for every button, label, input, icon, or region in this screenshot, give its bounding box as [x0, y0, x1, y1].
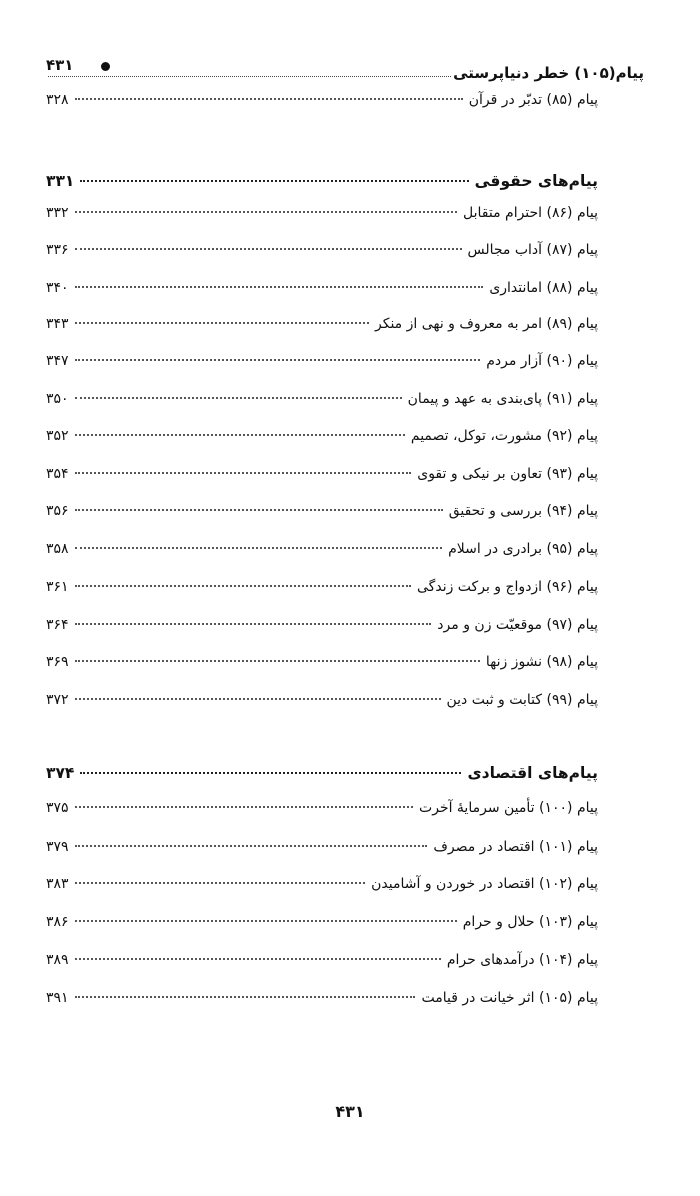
dot-leader [75, 585, 411, 587]
toc-page-number: ۳۸۶ [46, 914, 69, 930]
bullet-icon [101, 62, 110, 71]
dot-leader [75, 248, 462, 250]
toc-entry [46, 205, 598, 235]
toc-page-number: ۳۸۳ [46, 876, 69, 892]
toc-page-number: ۳۷۵ [46, 800, 69, 816]
dot-leader [80, 180, 468, 182]
dot-leader [75, 806, 413, 808]
dot-leader [80, 772, 461, 774]
toc-entry [46, 541, 598, 571]
toc-entry [46, 692, 598, 722]
dot-leader [75, 920, 457, 922]
toc-entry [46, 466, 598, 496]
dot-leader [75, 845, 428, 847]
toc-page-number: ۳۵۸ [46, 541, 69, 557]
toc-page-number: ۳۷۴ [46, 764, 75, 782]
toc-entry [46, 503, 598, 533]
toc-entry [46, 839, 598, 869]
toc-entry-title: پیام (۱۰۴) درآمدهای حرام [446, 952, 598, 968]
dot-leader [75, 996, 416, 998]
toc-entry [46, 280, 598, 310]
toc-entry-title: پیام (۱۰۱) اقتصاد در مصرف [433, 839, 598, 855]
toc-entry [46, 654, 598, 684]
toc-entry [46, 242, 598, 272]
running-header [46, 56, 644, 82]
dot-leader [75, 623, 432, 625]
toc-page-number: ۳۵۴ [46, 466, 69, 482]
toc-entry [46, 92, 598, 122]
toc-entry-title: پیام (۹۳) تعاون بر نیکی و تقوی [417, 466, 598, 482]
dot-leader [75, 211, 457, 213]
dot-leader [75, 958, 441, 960]
toc-page-number: ۳۴۰ [46, 280, 69, 296]
toc-entry-title: پیام (۸۷) آداب مجالس [467, 242, 598, 258]
toc-entry-title: پیام (۹۹) کتابت و ثبت دین [446, 692, 598, 708]
toc-page-number: ۳۵۲ [46, 428, 69, 444]
toc-page-number: ۳۳۱ [46, 172, 75, 190]
dot-leader [75, 509, 443, 511]
toc-entry [46, 391, 598, 421]
toc-page-number: ۳۷۲ [46, 692, 69, 708]
toc-entry-title: پیام‌های اقتصادی [467, 764, 598, 782]
toc-entry-title: پیام (۹۴) بررسی و تحقیق [448, 503, 598, 519]
header-dot-leader [48, 75, 451, 77]
toc-page-number: ۳۴۳ [46, 316, 69, 332]
toc-entry-title: پیام (۸۵) تدبّر در قرآن [468, 92, 598, 108]
toc-page-number: ۳۵۶ [46, 503, 69, 519]
toc-entry-title: پیام (۸۸) امانتداری [489, 280, 598, 296]
dot-leader [75, 359, 481, 361]
toc-entry [46, 428, 598, 458]
toc-entry-title: پیام (۱۰۲) اقتصاد در خوردن و آشامیدن [371, 876, 598, 892]
dot-leader [75, 98, 463, 100]
toc-entry-title: پیام (۱۰۰) تأمین سرمایهٔ آخرت [419, 800, 598, 816]
footer-page-number: ۴۳۱ [335, 1102, 365, 1121]
toc-entry-title: پیام (۹۲) مشورت، توکل، تصمیم [410, 428, 598, 444]
toc-entry-title: پیام (۱۰۵) اثر خیانت در قیامت [421, 990, 598, 1006]
toc-entry-title: پیام (۹۵) برادری در اسلام [448, 541, 598, 557]
toc-entry [46, 952, 598, 982]
toc-entry-title: پیام (۹۸) نشوز زنها [485, 654, 598, 670]
dot-leader [75, 322, 369, 324]
header-page-number: ۴۳۱ [46, 56, 74, 74]
dot-leader [75, 434, 405, 436]
header-title: پیام(۱۰۵) خطر دنیاپرستی [453, 64, 644, 82]
toc-entry [46, 990, 598, 1020]
toc-page-number: ۳۶۱ [46, 579, 69, 595]
toc-page-number: ۳۶۴ [46, 617, 69, 633]
toc-entry [46, 316, 598, 346]
dot-leader [75, 698, 441, 700]
toc-section-heading [46, 764, 598, 794]
toc-entry-title: پیام (۹۱) پای‌بندی به عهد و پیمان [407, 391, 598, 407]
toc-page-number: ۳۴۷ [46, 353, 69, 369]
toc-entry [46, 914, 598, 944]
toc-entry [46, 353, 598, 383]
toc-entry [46, 617, 598, 647]
toc-entry-title: پیام (۹۰) آزار مردم [486, 353, 598, 369]
toc-entry-title: پیام (۸۶) احترام متقابل [463, 205, 598, 221]
toc-page-number: ۳۳۲ [46, 205, 69, 221]
toc-page-number: ۳۶۹ [46, 654, 69, 670]
dot-leader [75, 286, 484, 288]
toc-page-number: ۳۹۱ [46, 990, 69, 1006]
toc-page-number: ۳۲۸ [46, 92, 69, 108]
toc-entry-title: پیام (۸۹) امر به معروف و نهی از منکر [374, 316, 598, 332]
dot-leader [75, 472, 412, 474]
toc-entry-title: پیام (۹۷) موقعیّت زن و مرد [437, 617, 598, 633]
toc-entry-title: پیام (۱۰۳) حلال و حرام [462, 914, 598, 930]
toc-entry [46, 579, 598, 609]
toc-entry-title: پیام‌های حقوقی [474, 172, 598, 190]
toc-page-number: ۳۵۰ [46, 391, 69, 407]
dot-leader [75, 660, 480, 662]
dot-leader [75, 397, 402, 399]
toc-page-number: ۳۸۹ [46, 952, 69, 968]
toc-page-number: ۳۷۹ [46, 839, 69, 855]
dot-leader [75, 547, 443, 549]
toc-entry-title: پیام (۹۶) ازدواج و برکت زندگی [417, 579, 598, 595]
dot-leader [75, 882, 366, 884]
toc-section-heading [46, 172, 598, 202]
toc-page-number: ۳۳۶ [46, 242, 69, 258]
toc-entry [46, 800, 598, 830]
toc-entry [46, 876, 598, 906]
